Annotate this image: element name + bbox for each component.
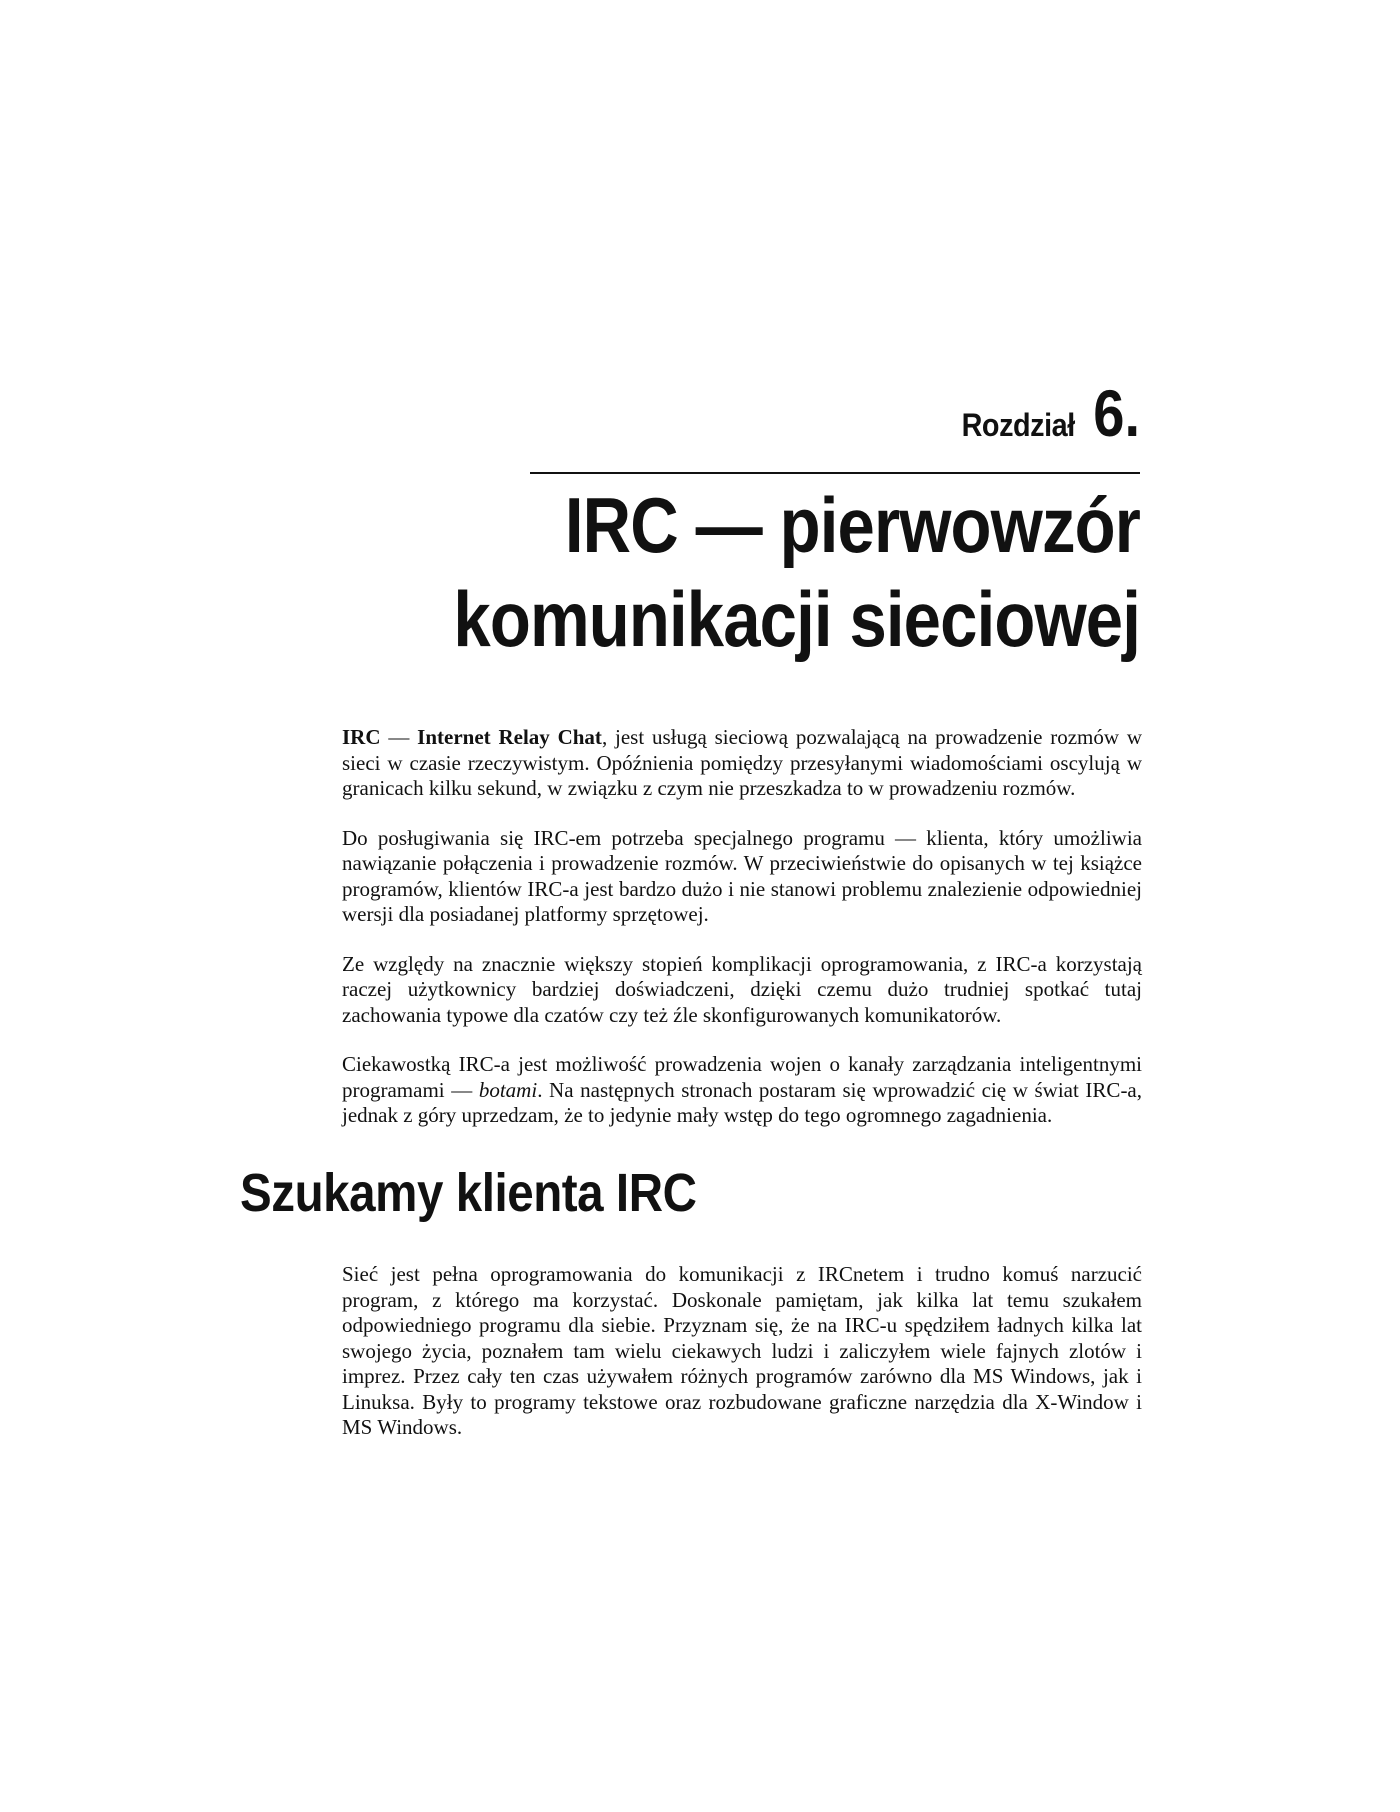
section-text (342, 1262, 1142, 1465)
dash: — (380, 725, 418, 749)
section-paragraph-1: Sieć jest pełna oprogramowania do komunikacji z IRCnetem i trudno komuś narzucić program, z którego ma korzystać. Doskonale pamiętam, jak kilka lat temu szukałem odpowiedniego programu dla siebie. Przyznam się, że na IRC-u spędziłem ładnych kilka lat swojego życia, poznałem tam wielu ciekawych ludzi i zaliczyłem wiele fajnych zlotów i imprez. Przez cały ten czas używałem różnych programów zarówno dla MS Windows, jak i Linuksa. Były to programy tekstowe oraz rozbudowane graficzne narzędzia dla X-Window i MS Windows. (342, 1262, 1142, 1439)
chapter-header (530, 376, 1140, 450)
chapter-title-line-2: komunikacji sieciowej (453, 575, 1141, 663)
intro-paragraph-4-end: . Na następnych stronach postaram się wprowadzić cię w świat IRC-a, jednak z góry uprzedzam, że to jedynie mały wstęp do tego ogromnego zagadnienia. (342, 1077, 1143, 1127)
intro-paragraph-1-rest: , jest usługą sieciową pozwalającą na prowadzenie rozmów w sieci w czasie rzeczywistym. Opóźnienia pomiędzy przesyłanymi wiadomościami oscylują w granicach kilku sekund, w związku z czym nie przeszkadza to w prowadzeniu rozmów. (342, 725, 1143, 800)
intro-text (342, 725, 1142, 1153)
intro-paragraph-4-start: Ciekawostką IRC-a jest możliwość prowadzenia wojen o kanały zarządzania inteligentnymi programami — (342, 1052, 1142, 1102)
chapter-rule (530, 472, 1140, 474)
chapter-title (330, 478, 1140, 666)
term-botami: botami (478, 1077, 538, 1102)
chapter-label: Rozdział (961, 407, 1075, 443)
intro-paragraph-4 (342, 1052, 1142, 1129)
intro-paragraph-2: Do posługiwania się IRC-em potrzeba specjalnego programu — klienta, który umożliwia nawiązanie połączenia i prowadzenie rozmów. W przeciwieństwie do opisanych w tej książce programów, klientów IRC-a jest bardzo dużo i nie stanowi problemu znalezienie odpowiedniej wersji dla posiadanej platformy sprzętowej. (342, 825, 1142, 926)
intro-paragraph-3: Ze względy na znacznie większy stopień komplikacji oprogramowania, z IRC-a korzystają raczej użytkownicy bardziej doświadczeni, dzięki czemu dużo trudniej spotkać tutaj zachowania typowe dla czatów czy też źle skonfigurowanych komunikatorów. (342, 951, 1142, 1027)
term-internet-relay-chat: Internet Relay Chat (417, 725, 602, 749)
chapter-number: 6. (1093, 376, 1140, 450)
chapter-title-line-1: IRC — pierwowzór (564, 481, 1140, 569)
intro-paragraph-1 (342, 725, 1142, 802)
section-title: Szukamy klienta IRC (240, 1163, 697, 1223)
term-irc: IRC (342, 725, 381, 749)
